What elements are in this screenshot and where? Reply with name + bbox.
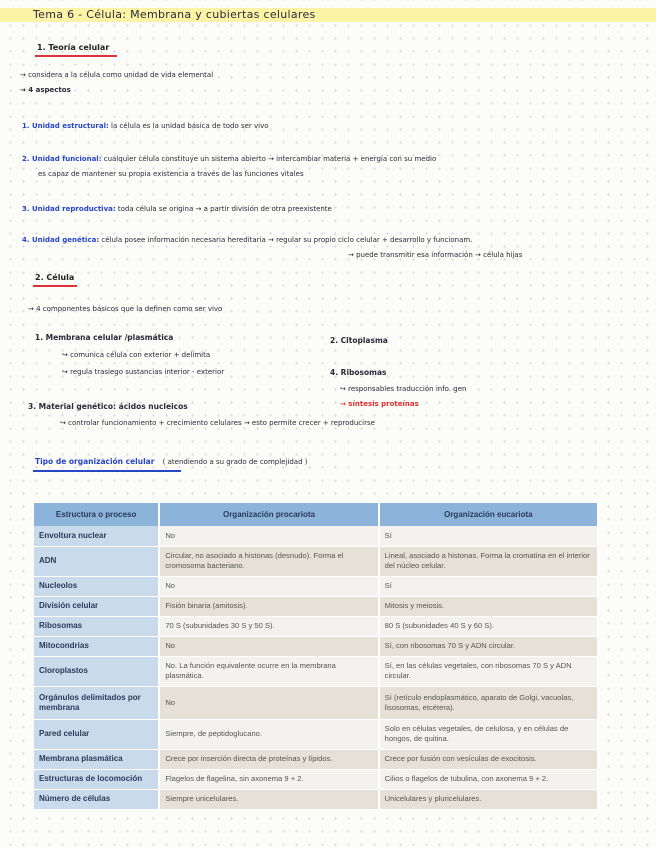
tipos-underline: [33, 470, 181, 472]
table-cell: Flagelos de flagelina, sin axonema 9 + 2.: [159, 769, 378, 789]
table-cell: Ribosomas: [34, 616, 159, 636]
table-cell: Orgánulos delimitados por membrana: [34, 686, 159, 719]
tipos-heading-row: [35, 457, 307, 466]
table-cell: 80 S (subunidades 40 S y 60 S).: [379, 616, 598, 636]
item-unidad-genetica-cont: → puede transmitir esa información → célula hijas: [348, 251, 523, 259]
table-cell: Cilios o flagelos de tubulina, con axonema 9 + 2.: [379, 769, 598, 789]
table-cell: No: [159, 686, 378, 719]
table-cell: Mitosis y meiosis.: [379, 596, 598, 616]
table-row: [34, 656, 598, 686]
table-cell: No: [159, 576, 378, 596]
table-cell: Siempre unicelulares.: [159, 789, 378, 809]
table-row: [34, 769, 598, 789]
table-row: [34, 719, 598, 749]
item-unidad-funcional: [22, 155, 436, 163]
table-cell: Cloroplastos: [34, 656, 159, 686]
table-cell: Sí (retículo endoplasmático, aparato de Golgi, vacuolas, lisosomas, etcétera).: [379, 686, 598, 719]
item-unidad-genetica: [22, 236, 472, 244]
item-unidad-reproductiva: [22, 205, 332, 213]
table-cell: Solo en células vegetales, de celulosa, y en células de hongos, de quitina.: [379, 719, 598, 749]
material-genetico-line-1: ↪ controlar funcionamiento + crecimiento celulares → esto permite crecer + reproducirse: [60, 419, 375, 427]
table-header: Estructura o proceso: [34, 503, 159, 526]
teoria-line-1: → considera a la célula como unidad de vida elemental: [20, 71, 214, 79]
table-cell: Sí: [379, 576, 598, 596]
teoria-line-2: → 4 aspectos: [20, 86, 71, 94]
table-row: [34, 749, 598, 769]
table-cell: No: [159, 636, 378, 656]
table-cell: Sí, en las células vegetales, con ribosomas 70 S y ADN circular.: [379, 656, 598, 686]
table-cell: División celular: [34, 596, 159, 616]
section-heading-celula: 2. Célula: [35, 273, 75, 282]
ribosomas-line-1: ↪ responsables traducción info. gen: [340, 385, 467, 393]
item-unidad-funcional-cont: es capaz de mantener su propia existencia a través de las funciones vitales: [38, 170, 304, 178]
table-cell: No: [159, 526, 378, 546]
section-heading-teoria: 1. Teoría celular: [37, 43, 110, 52]
table-cell: Estructuras de locomoción: [34, 769, 159, 789]
table-cell: Número de células: [34, 789, 159, 809]
celula-intro: → 4 componentes básicos que la definen como ser vivo: [28, 305, 223, 313]
heading-underline: [33, 285, 77, 287]
table-row: [34, 546, 598, 576]
componente-citoplasma: 2. Citoplasma: [330, 336, 388, 345]
tipos-note: ( atendiendo a su grado de complejidad ): [162, 458, 308, 466]
item-text: toda célula se origina → a partir división de otra preexistente: [117, 205, 332, 213]
table-cell: Crece por inserción directa de proteínas y lípidos.: [159, 749, 378, 769]
item-unidad-estructural: [22, 122, 269, 130]
membrana-line-2: ↪ regula trasiego sustancias interior - exterior: [62, 368, 225, 376]
table-cell: Fisión binaria (amitosis).: [159, 596, 378, 616]
table-header: Organización procariota: [159, 503, 378, 526]
table-cell: 70 S (subunidades 30 S y 50 S).: [159, 616, 378, 636]
item-text: cualquier célula constituye un sistema abierto → intercambiar materia + energía con su medio: [103, 155, 437, 163]
componente-membrana: 1. Membrana celular /plasmática: [35, 333, 174, 342]
table-cell: Crece por fusión con vesículas de exocitosis.: [379, 749, 598, 769]
ribosomas-line-2: → síntesis proteínas: [340, 400, 419, 408]
table-row: [34, 686, 598, 719]
table-cell: Unicelulares y pluricelulares.: [379, 789, 598, 809]
table-cell: Membrana plasmática: [34, 749, 159, 769]
table-cell: Lineal, asociado a histonas. Forma la cromatina en el interior del núcleo celular.: [379, 546, 598, 576]
table-cell: Sí, con ribosomas 70 S y ADN circular.: [379, 636, 598, 656]
table-header-row: [34, 503, 598, 526]
table-cell: Pared celular: [34, 719, 159, 749]
item-label: 1. Unidad estructural:: [22, 122, 109, 130]
table-row: [34, 636, 598, 656]
table-row: [34, 576, 598, 596]
item-label: 3. Unidad reproductiva:: [22, 205, 116, 213]
table-cell: No. La función equivalente ocurre en la membrana plasmática.: [159, 656, 378, 686]
table-header: Organización eucariota: [379, 503, 598, 526]
item-label: 2. Unidad funcional:: [22, 155, 102, 163]
membrana-line-1: ↪ comunica célula con exterior + delimita: [62, 351, 211, 359]
heading-underline: [35, 55, 117, 57]
table-cell: Nucleolos: [34, 576, 159, 596]
table-row: [34, 596, 598, 616]
table-cell: Siempre, de peptidoglucano.: [159, 719, 378, 749]
comparison-table: [34, 503, 599, 810]
tipos-heading: Tipo de organización celular: [35, 457, 155, 466]
item-text: la célula es la unidad básica de todo ser vivo: [111, 122, 269, 130]
table-row: [34, 616, 598, 636]
table-cell: Envoltura nuclear: [34, 526, 159, 546]
table-cell: ADN: [34, 546, 159, 576]
componente-material-genetico: 3. Material genético: ácidos nucleicos: [28, 402, 188, 411]
item-label: 4. Unidad genética:: [22, 236, 100, 244]
table-row: [34, 789, 598, 809]
table-cell: Sí: [379, 526, 598, 546]
item-text: célula posee información necesaria hereditaria → regular su propio ciclo celular + desarrollo y funcionam.: [101, 236, 473, 244]
table-cell: Mitocondrias: [34, 636, 159, 656]
componente-ribosomas: 4. Ribosomas: [330, 368, 387, 377]
page-title: Tema 6 - Célula: Membrana y cubiertas celulares: [33, 8, 316, 21]
table-row: [34, 526, 598, 546]
table-cell: Circular, no asociado a histonas (desnudo). Forma el cromosoma bacteriano.: [159, 546, 378, 576]
